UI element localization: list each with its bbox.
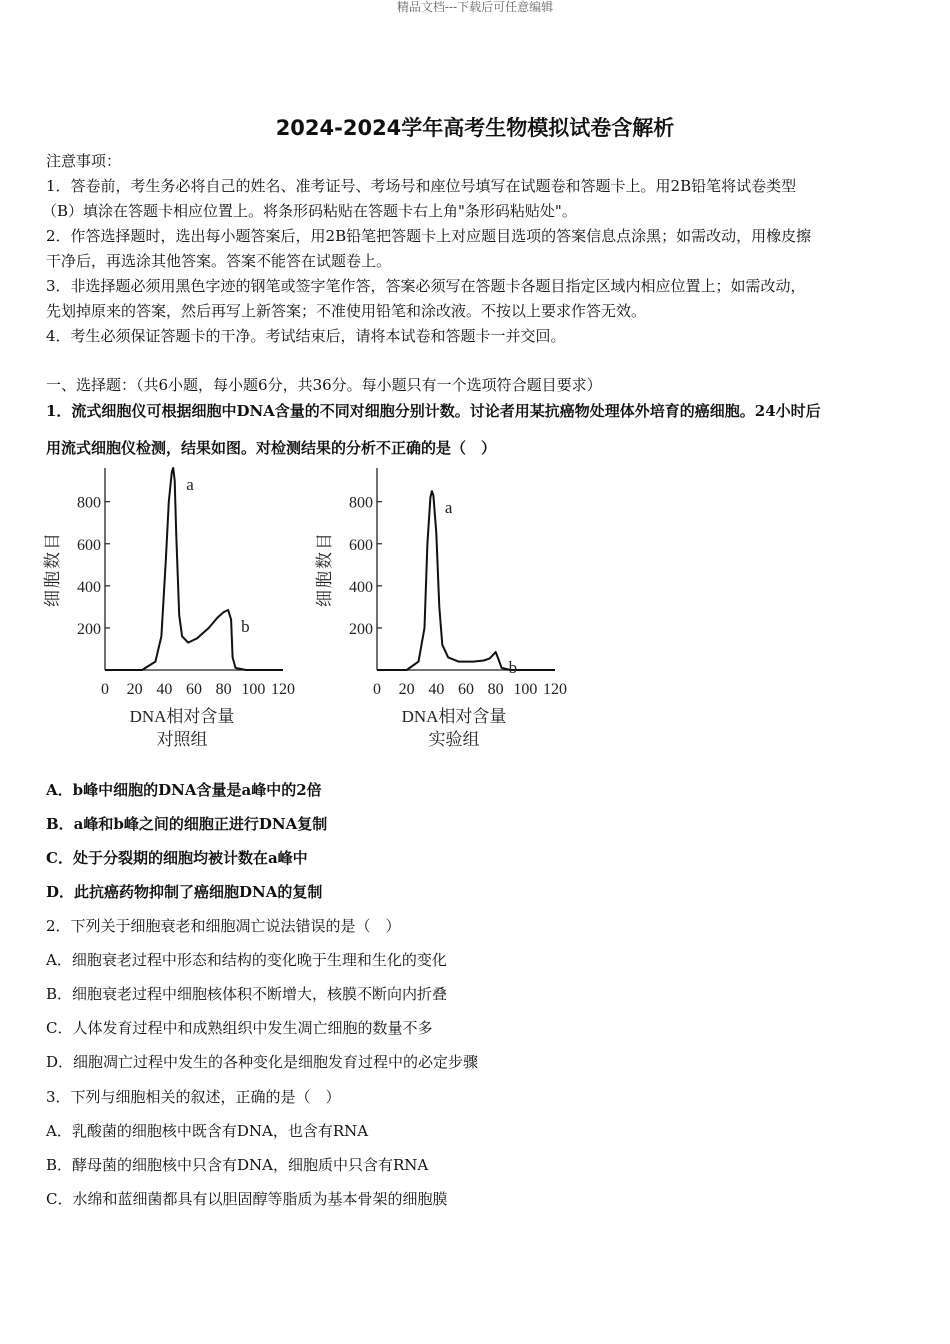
chart-0-caption: 对照组 [156,730,208,749]
question-3-stem: 3．下列与细胞相关的叙述，正确的是（ ） [46,1088,341,1106]
chart-0-peak-label-b: b [241,617,250,637]
notice-line: 先划掉原来的答案，然后再写上新答案；不准使用铅笔和涂改液。不按以上要求作答无效。 [46,302,647,320]
chart-1-y-tick-label: 600 [349,536,373,554]
page-title: 2024-2024学年高考生物模拟试卷含解析 [275,116,675,140]
notice-line: 1．答卷前，考生务必将自己的姓名、准考证号、考场号和座位号填写在试题卷和答题卡上。用2B铅笔将试卷类型 [46,177,797,195]
chart-0-x-tick-label: 100 [241,681,266,698]
chart-0-y-tick-label: 200 [77,620,101,638]
chart-1-x-tick-label: 100 [513,681,538,698]
chart-1-peak-label-a: a [444,498,453,518]
question-1-stem: 用流式细胞仪检测，结果如图。对检测结果的分析不正确的是（ ） [46,439,497,457]
notice-line: （B）填涂在答题卡相应位置上。将条形码粘贴在答题卡右上角"条形码粘贴处"。 [42,202,577,220]
chart-0-x-tick-label: 20 [126,681,143,698]
chart-1-caption: 实验组 [428,730,480,749]
chart-1-x-axis-label: DNA相对含量 [401,707,507,726]
chart-1-y-tick-label: 800 [349,494,373,512]
option-3c: C．水绵和蓝细菌都具有以胆固醇等脂质为基本骨架的细胞膜 [46,1190,448,1208]
chart-0-y-tick-label: 800 [77,494,101,512]
chart-0-series-line [105,468,283,670]
chart-control-group [40,462,305,752]
chart-0-x-tick-label: 0 [101,681,109,698]
chart-0-peak-label-a: a [186,475,194,494]
option-1d: D．此抗癌药物抑制了癌细胞DNA的复制 [46,883,323,901]
chart-0-y-tick-label: 600 [77,536,101,554]
option-3b: B．酵母菌的细胞核中只含有DNA，细胞质中只含有RNA [46,1156,429,1174]
chart-1-x-tick-label: 120 [543,681,567,698]
chart-0-y-axis-label: 细胞数目 [43,531,62,607]
chart-0-y-tick-label: 400 [77,578,101,596]
chart-1-series-line [377,491,555,670]
notice-line: 4．考生必须保证答题卡的干净。考试结束后，请将本试卷和答题卡一并交回。 [46,327,566,345]
chart-0-x-tick-label: 80 [215,681,232,698]
option-1a: A．b峰中细胞的DNA含量是a峰中的2倍 [46,781,322,799]
notice-line: 3．非选择题必须用黑色字迹的钢笔或签字笔作答，答案必须写在答题卡各题目指定区域内相应位置上；如需改动， [46,277,806,295]
chart-0-x-tick-label: 60 [186,681,202,698]
notice-line: 2．作答选择题时，选出每小题答案后，用2B铅笔把答题卡上对应题目选项的答案信息点涂黑；如需改动，用橡皮擦 [46,227,812,245]
question-2-stem: 2．下列关于细胞衰老和细胞凋亡说法错误的是（ ） [46,917,401,935]
chart-1-y-tick-label: 400 [349,578,373,596]
chart-1-x-tick-label: 80 [487,681,504,698]
option-1c: C．处于分裂期的细胞均被计数在a峰中 [46,849,308,867]
chart-1-y-tick-label: 200 [349,620,373,638]
section-heading: 一、选择题：（共6小题，每小题6分，共36分。每小题只有一个选项符合题目要求） [46,376,602,394]
chart-1-x-tick-label: 20 [398,681,415,698]
chart-1-y-axis-label: 细胞数目 [315,531,334,607]
chart-0-x-axis-label: DNA相对含量 [129,707,235,726]
option-3a: A．乳酸菌的细胞核中既含有DNA，也含有RNA [46,1122,369,1140]
chart-1-x-tick-label: 40 [428,681,445,698]
chart-experimental-group [312,462,577,752]
chart-1-x-tick-label: 0 [373,681,381,698]
chart-0-x-tick-label: 120 [271,681,295,698]
option-2c: C．人体发育过程中和成熟组织中发生凋亡细胞的数量不多 [46,1019,433,1037]
chart-1-x-tick-label: 60 [458,681,474,698]
option-1b: B．a峰和b峰之间的细胞正进行DNA复制 [46,815,328,833]
option-2d: D．细胞凋亡过程中发生的各种变化是细胞发育过程中的必定步骤 [46,1053,479,1071]
chart-0-x-tick-label: 40 [156,681,173,698]
header-note: 精品文档---下载后可任意编辑 [396,0,554,14]
option-2b: B．细胞衰老过程中细胞核体积不断增大，核膜不断向内折叠 [46,985,448,1003]
option-2a: A．细胞衰老过程中形态和结构的变化晚于生理和生化的变化 [46,951,447,969]
notice-line: 干净后，再选涂其他答案。答案不能答在试题卷上。 [46,252,392,270]
chart-1-peak-label-b: b [508,658,518,678]
notice-heading: 注意事项： [46,152,122,170]
question-1-stem: 1．流式细胞仪可根据细胞中DNA含量的不同对细胞分别计数。讨论者用某抗癌物处理体外培育的癌细胞。24小时后 [46,402,821,420]
